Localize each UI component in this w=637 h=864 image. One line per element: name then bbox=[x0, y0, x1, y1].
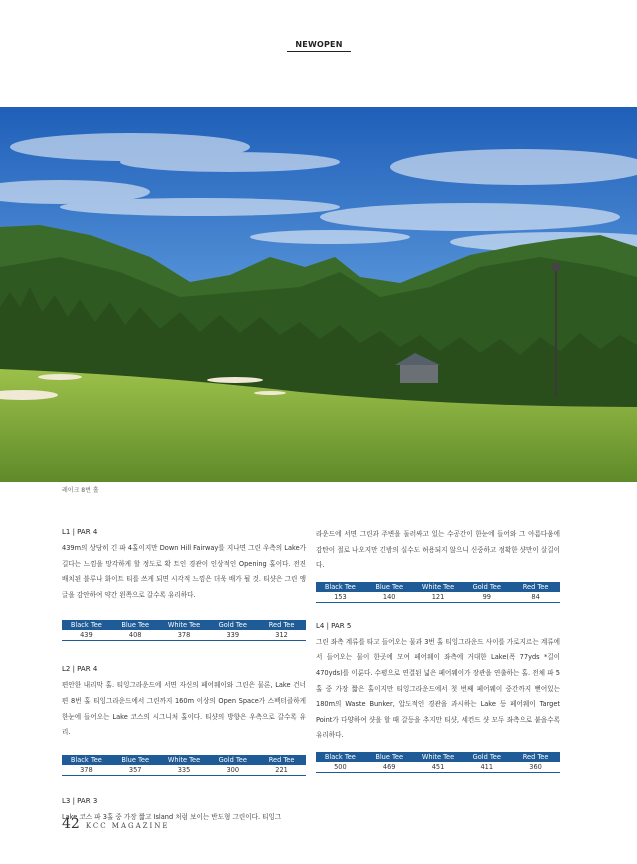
golf-course-photo bbox=[0, 107, 637, 482]
yardage-value: 378 bbox=[160, 630, 209, 641]
left-column bbox=[62, 527, 306, 825]
yardage-value: 339 bbox=[208, 630, 257, 641]
yardage-header-row bbox=[316, 582, 560, 592]
photo-caption: 레이크 8번 홀 bbox=[62, 487, 99, 494]
tee-header: Blue Tee bbox=[365, 582, 414, 592]
hole-description: 편안한 내리막 홀. 티잉그라운드에 서면 자신의 페어웨이와 그린은 물론, Lake 건너편 8번 홀 티잉그라운드에서 그린까지 160m 이상의 Open Space가 스펙터클하게 한눈에 들어오는 Lake 코스의 시그니처 홀이다. 티샷의 방향은 우측으로 갈수록 유리. bbox=[62, 681, 306, 737]
hole-description: 그린 좌측 계류를 타고 들어오는 물과 3번 홀 티잉그라운드 사이를 가로지르는 계류에서 들어오는 물이 한곳에 모여 페어웨이 좌측에 거대한 Lake(폭 77yds *길이 470yds)를 이룬다. 수평으로 연결된 넓은 페어웨이가 장관을 연출하는 홀. 전체 파 5홀 중 가장 짧은 홀이지만 티잉그라운드에서 첫 번째 페어웨이 중간까지 뻗어있는 180m의 Waste Bunker, 압도적인 경관을 과시하는 Lake 등 페어웨이 Target Point가 다양하여 샷을 할 때 갈등을 추지만 티샷, 세컨드 샷 모두 좌측으로 붙을수록 유리하다. bbox=[316, 637, 560, 740]
yardage-value: 411 bbox=[462, 762, 511, 773]
yardage-header-row bbox=[62, 755, 306, 765]
tee-header: Red Tee bbox=[257, 755, 306, 765]
section-tag: NEWOPEN bbox=[295, 40, 343, 49]
tee-header: Gold Tee bbox=[208, 755, 257, 765]
tee-header: White Tee bbox=[414, 582, 463, 592]
hole-heading: L2 | PAR 4 bbox=[62, 665, 98, 674]
hole-heading: L4 | PAR 5 bbox=[316, 621, 352, 630]
hole-l1 bbox=[62, 527, 306, 641]
yardage-value: 360 bbox=[511, 762, 560, 773]
hole-description: 439m의 상당히 긴 파 4홀이지만 Down Hill Fairway를 지나면 그린 우측의 Lake가 길다는 느낌을 망각하게 할 정도로 확 트인 경관이 인상적인 Opening 홀이다. 전진 배치된 블루나 화이트 티를 쓰게 되면 시각적 느낌은 더욱 배가 될 것. 티샷은 그린 앵글을 감안하여 약간 왼쪽으로 갈수록 유리하다. bbox=[62, 544, 306, 599]
hole-description: Lake 코스 파 3홀 중 가장 짧고 Island 처럼 보이는 반도형 그린이다. 티잉그 bbox=[62, 812, 282, 821]
yardage-value: 153 bbox=[316, 592, 365, 603]
tee-header: Black Tee bbox=[316, 582, 365, 592]
yardage-value: 500 bbox=[316, 762, 365, 773]
yardage-header-row bbox=[62, 620, 306, 630]
tee-header: Gold Tee bbox=[462, 582, 511, 592]
hole-heading: L3 | PAR 3 bbox=[62, 796, 98, 805]
tee-header: Black Tee bbox=[62, 620, 111, 630]
yardage-value: 221 bbox=[257, 765, 306, 776]
tee-header: White Tee bbox=[160, 620, 209, 630]
hole-l4 bbox=[316, 621, 560, 773]
right-column bbox=[316, 527, 560, 773]
yardage-value-row bbox=[316, 762, 560, 773]
yardage-value: 357 bbox=[111, 765, 160, 776]
yardage-value: 84 bbox=[511, 592, 560, 603]
yardage-value-row bbox=[316, 592, 560, 603]
hole-heading: L1 | PAR 4 bbox=[62, 528, 98, 536]
yardage-value-row bbox=[62, 765, 306, 776]
tee-header: Red Tee bbox=[511, 752, 560, 762]
yardage-value: 300 bbox=[208, 765, 257, 776]
yardage-value: 469 bbox=[365, 762, 414, 773]
tee-header: White Tee bbox=[414, 752, 463, 762]
yardage-table bbox=[62, 755, 306, 776]
tee-header: Red Tee bbox=[511, 582, 560, 592]
hole-description: 라운드에 서면 그린과 주변을 둘러싸고 있는 수공간이 한눈에 들어와 그 아름다움에 감탄이 절로 나오지만 긴밤의 실수도 허용되지 않으니 신중하고 정확한 샷만이 살길이다. bbox=[316, 530, 560, 570]
tee-header: Blue Tee bbox=[365, 752, 414, 762]
yardage-table bbox=[316, 752, 560, 773]
page-footer bbox=[62, 816, 170, 832]
yardage-table bbox=[316, 582, 560, 603]
yardage-value: 140 bbox=[365, 592, 414, 603]
tee-header: Gold Tee bbox=[462, 752, 511, 762]
yardage-value: 378 bbox=[62, 765, 111, 776]
yardage-value: 439 bbox=[62, 630, 111, 641]
hole-l2 bbox=[62, 664, 306, 775]
yardage-header-row bbox=[316, 752, 560, 762]
yardage-value: 312 bbox=[257, 630, 306, 641]
tee-header: Black Tee bbox=[62, 755, 111, 765]
hole-l3-continued bbox=[316, 527, 560, 603]
page-number: 42 bbox=[62, 816, 80, 832]
yardage-table bbox=[62, 620, 306, 641]
tee-header: Black Tee bbox=[316, 752, 365, 762]
yardage-value: 335 bbox=[160, 765, 209, 776]
tee-header: Blue Tee bbox=[111, 620, 160, 630]
tee-header: White Tee bbox=[160, 755, 209, 765]
yardage-value: 99 bbox=[462, 592, 511, 603]
tee-header: Blue Tee bbox=[111, 755, 160, 765]
magazine-name: KCC MAGAZINE bbox=[85, 822, 170, 830]
yardage-value: 408 bbox=[111, 630, 160, 641]
section-tag-underline bbox=[287, 51, 351, 52]
tee-header: Red Tee bbox=[257, 620, 306, 630]
yardage-value: 451 bbox=[414, 762, 463, 773]
yardage-value: 121 bbox=[414, 592, 463, 603]
yardage-value-row bbox=[62, 630, 306, 641]
tee-header: Gold Tee bbox=[208, 620, 257, 630]
